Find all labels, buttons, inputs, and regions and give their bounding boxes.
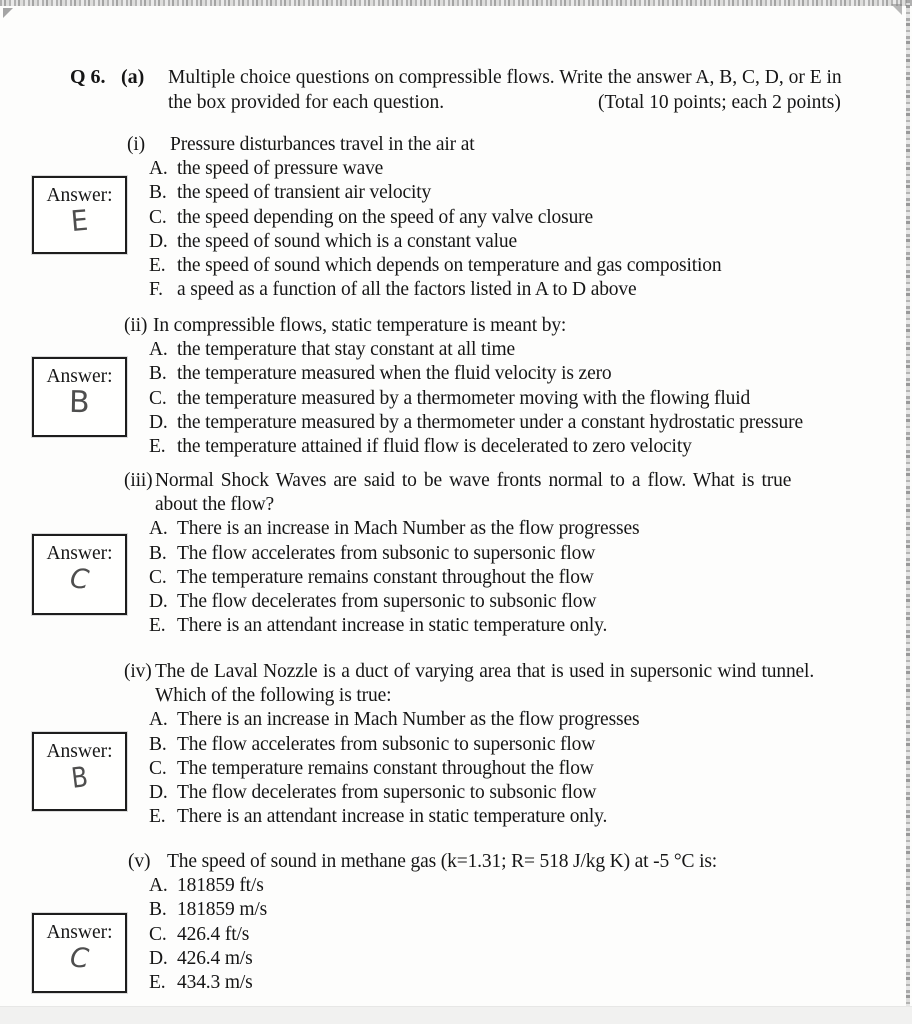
option-row [124, 411, 803, 435]
option-text: the speed of sound which depends on temperature and gas composition [177, 255, 722, 277]
option-letter: A. [149, 158, 168, 180]
option-row [124, 517, 791, 541]
option-row [124, 971, 717, 995]
bottom-scan-band [0, 1006, 912, 1024]
option-row [124, 230, 721, 254]
handwritten-answer: B [69, 760, 90, 795]
question-text: The de Laval Nozzle is a duct of varying area that is used in supersonic wind tunnel. [155, 661, 815, 682]
option-text: the temperature measured when the fluid velocity is zero [177, 363, 612, 385]
option-letter: B. [149, 733, 167, 755]
option-row [124, 757, 814, 781]
question-text: Which of the following is true: [155, 685, 392, 707]
option-row [124, 805, 814, 829]
option-row [124, 435, 803, 459]
option-text: 181859 ft/s [177, 875, 264, 897]
corner-mark-top-left [3, 8, 13, 18]
option-letter: B. [149, 542, 167, 564]
option-text: the temperature attained if fluid flow is decelerated to zero velocity [177, 436, 692, 458]
question-roman-numeral: (iii) [124, 470, 153, 491]
option-letter: C. [149, 566, 167, 588]
handwritten-answer: E [69, 204, 90, 239]
option-row [124, 614, 791, 638]
points-note: (Total 10 points; each 2 points) [598, 92, 841, 113]
option-text: the temperature measured by a thermometer moving with the flowing fluid [177, 387, 751, 409]
answer-box-iv [32, 732, 127, 811]
option-text: There is an increase in Mach Number as the flow progresses [177, 709, 640, 731]
option-text: 434.3 m/s [177, 972, 253, 994]
option-row [124, 708, 814, 732]
option-letter: D. [149, 230, 168, 252]
option-letter: E. [149, 255, 166, 277]
option-row [124, 542, 791, 566]
question-block-ii [124, 314, 803, 459]
option-row [124, 947, 717, 971]
question-block-v [124, 850, 717, 995]
question-text: In compressible flows, static temperature is meant by: [153, 315, 567, 336]
option-text: The flow accelerates from subsonic to supersonic flow [177, 733, 596, 755]
question-text: Normal Shock Waves are said to be wave fronts normal to a flow. What is true [155, 470, 792, 491]
option-row [124, 338, 803, 362]
option-letter: A. [149, 709, 168, 731]
option-row [124, 566, 791, 590]
option-text: The flow decelerates from supersonic to subsonic flow [177, 782, 597, 804]
option-letter: C. [149, 387, 167, 409]
question-block-iv [124, 660, 814, 829]
option-row [124, 181, 721, 205]
option-text: There is an increase in Mach Number as the flow progresses [177, 518, 640, 540]
option-row [124, 781, 814, 805]
option-row [124, 254, 721, 278]
option-text: the speed of sound which is a constant value [177, 230, 517, 252]
option-letter: D. [149, 591, 168, 613]
option-text: 426.4 ft/s [177, 923, 250, 945]
scan-noise-right-edge [906, 0, 910, 1024]
option-letter: E. [149, 806, 166, 828]
option-text: the temperature measured by a thermometer under a constant hydrostatic pressure [177, 411, 803, 433]
answer-label: Answer: [46, 922, 113, 943]
header-instruction-line1: Multiple choice questions on compressible flows. Write the answer A, B, C, D, or E in [168, 67, 842, 88]
option-letter: B. [149, 363, 167, 385]
option-text: The flow accelerates from subsonic to supersonic flow [177, 542, 596, 564]
option-text: the temperature that stay constant at all time [177, 339, 516, 361]
option-letter: A. [149, 875, 168, 897]
answer-label: Answer: [46, 185, 113, 206]
question-roman-numeral: (i) [127, 134, 145, 155]
header-instruction-line2: the box provided for each question. [168, 92, 445, 113]
option-letter: A. [149, 339, 168, 361]
option-row [124, 733, 814, 757]
option-letter: E. [149, 615, 166, 637]
option-letter: E. [149, 972, 166, 994]
option-text: a speed as a function of all the factors listed in A to D above [177, 279, 637, 301]
option-letter: C. [149, 757, 167, 779]
question-roman-numeral: (v) [128, 851, 151, 872]
option-letter: B. [149, 899, 167, 921]
option-text: 426.4 m/s [177, 947, 253, 969]
corner-mark-top-right [891, 4, 902, 15]
option-letter: F. [149, 279, 163, 301]
question-text: about the flow? [155, 494, 275, 516]
question-part-label: (a) [121, 66, 145, 88]
option-letter: D. [149, 782, 168, 804]
option-text: There is an attendant increase in static temperature only. [177, 806, 608, 828]
option-text: The temperature remains constant throughout the flow [177, 757, 594, 779]
option-letter: E. [149, 436, 166, 458]
answer-label: Answer: [46, 366, 113, 387]
option-text: The flow decelerates from supersonic to subsonic flow [177, 591, 597, 613]
option-letter: A. [149, 518, 168, 540]
answer-box-i [32, 176, 127, 254]
question-text: The speed of sound in methane gas (k=1.31; R= 518 J/kg K) at -5 °C is: [167, 851, 718, 872]
option-text: The temperature remains constant throughout the flow [177, 566, 594, 588]
option-text: There is an attendant increase in static temperature only. [177, 615, 608, 637]
answer-label: Answer: [46, 741, 113, 762]
option-letter: C. [149, 923, 167, 945]
option-text: the speed depending on the speed of any valve closure [177, 206, 594, 228]
question-block-iii [124, 469, 791, 638]
option-text: 181859 m/s [177, 899, 268, 921]
option-letter: D. [149, 947, 168, 969]
option-letter: B. [149, 182, 167, 204]
option-row [124, 923, 717, 947]
option-row [124, 362, 803, 386]
scan-noise-top-edge [0, 0, 912, 6]
option-row [124, 874, 717, 898]
question-number-label: Q 6. [70, 66, 106, 88]
handwritten-answer: B [68, 384, 91, 421]
option-row [124, 387, 803, 411]
option-row [124, 206, 721, 230]
answer-label: Answer: [46, 543, 113, 564]
option-row [124, 898, 717, 922]
option-row [124, 278, 721, 302]
handwritten-answer: C [69, 942, 91, 975]
answer-box-ii [32, 357, 127, 437]
question-text: Pressure disturbances travel in the air at [170, 134, 475, 155]
answer-box-v [32, 913, 127, 993]
handwritten-answer: C [68, 563, 91, 596]
question-roman-numeral: (ii) [124, 315, 148, 336]
option-letter: D. [149, 411, 168, 433]
question-roman-numeral: (iv) [124, 661, 152, 682]
option-text: the speed of pressure wave [177, 158, 384, 180]
option-row [124, 157, 721, 181]
question-block-i [124, 133, 721, 302]
option-text: the speed of transient air velocity [177, 182, 432, 204]
answer-box-iii [32, 534, 127, 615]
option-row [124, 590, 791, 614]
option-letter: C. [149, 206, 167, 228]
